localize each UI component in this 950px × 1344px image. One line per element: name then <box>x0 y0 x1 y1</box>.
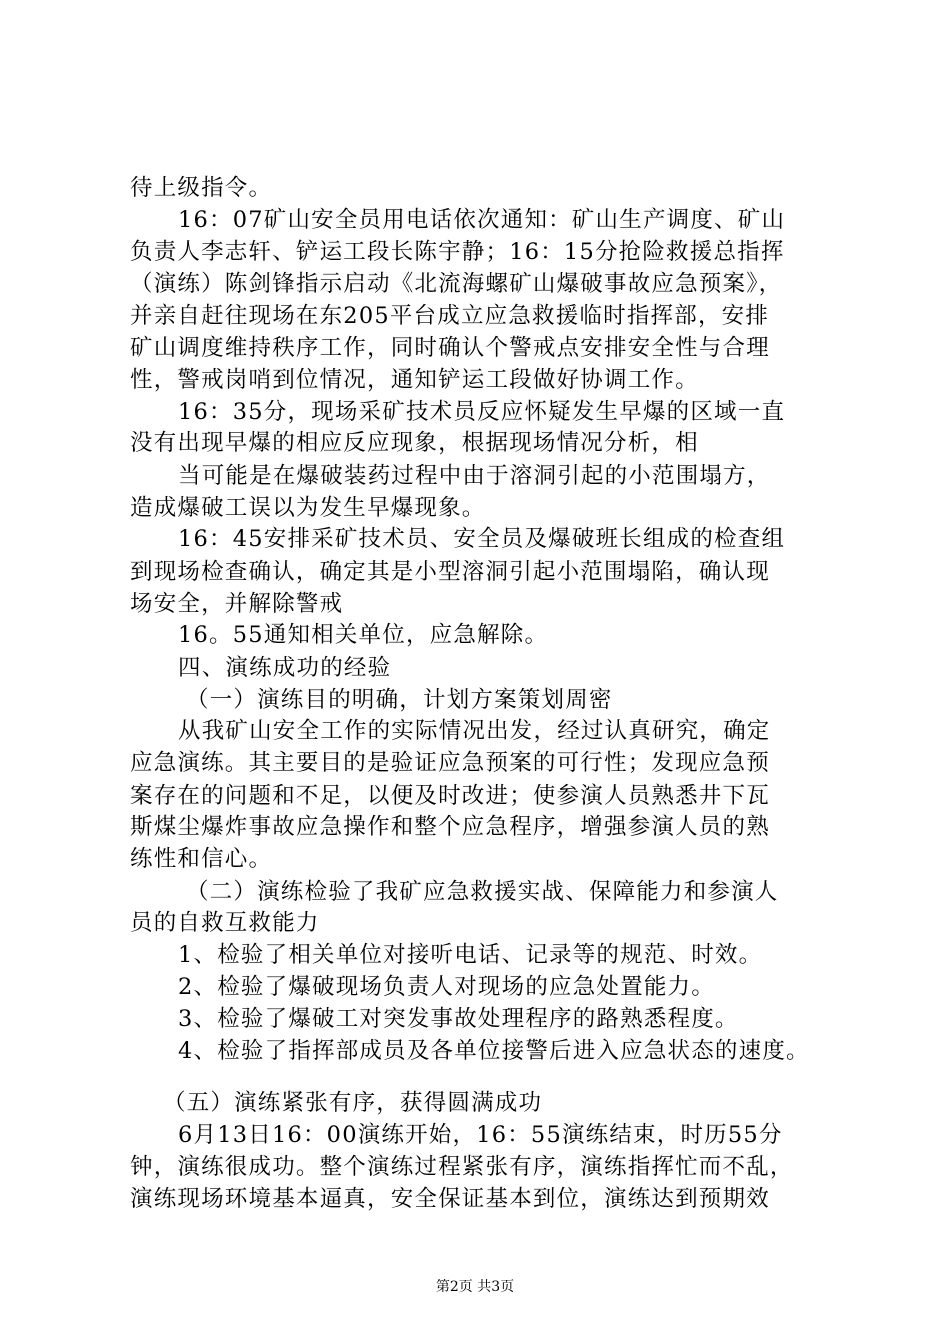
paragraph-line: 矿山调度维持秩序工作，同时确认个警戒点安排安全性与合理 <box>130 335 770 361</box>
list-item: 2、检验了爆破现场负责人对现场的应急处置能力。 <box>178 974 715 1000</box>
paragraph-line: 并亲自赶往现场在东205平台成立应急救援临时指挥部，安排 <box>130 303 770 329</box>
paragraph-line: 钟，演练很成功。整个演练过程紧张有序，演练指挥忙而不乱， <box>130 1154 794 1180</box>
paragraph-line: 到现场检查确认，确定其是小型溶洞引起小范围塌陷，确认现 <box>130 559 770 585</box>
subsection-heading: （二）演练检验了我矿应急救援实战、保障能力和参演人 <box>186 879 779 905</box>
section-heading: 四、演练成功的经验 <box>178 655 392 681</box>
subsection-heading: （五）演练紧张有序，获得圆满成功 <box>163 1090 543 1116</box>
paragraph-line: 待上级指令。 <box>130 175 273 201</box>
list-item: 1、检验了相关单位对接听电话、记录等的规范、时效。 <box>178 942 763 968</box>
paragraph-line: 造成爆破工误以为发生早爆现象。 <box>130 495 486 521</box>
paragraph-line: 没有出现早爆的相应反应现象，根据现场情况分析，相 <box>130 430 699 456</box>
paragraph-line: 应急演练。其主要目的是验证应急预案的可行性；发现应急预 <box>130 750 770 776</box>
paragraph-line: （演练）陈剑锋指示启动《北流海螺矿山爆破事故应急预案》， <box>130 271 783 297</box>
paragraph-line: 6月13日16：00演练开始，16：55演练结束，时历55分 <box>178 1122 783 1148</box>
subsection-heading: （一）演练目的明确，计划方案策划周密 <box>186 687 613 713</box>
paragraph-line: 斯煤尘爆炸事故应急操作和整个应急程序，增强参演人员的熟 <box>130 814 770 840</box>
paragraph-line: 当可能是在爆破装药过程中由于溶洞引起的小范围塌方， <box>178 463 771 489</box>
paragraph-line: 从我矿山安全工作的实际情况出发，经过认真研究，确定 <box>178 718 771 744</box>
list-item: 3、检验了爆破工对突发事故处理程序的路熟悉程度。 <box>178 1006 739 1032</box>
page-footer: 第2页 共3页 <box>435 1279 515 1295</box>
paragraph-line: 负责人李志轩、铲运工段长陈宇静；16：15分抢险救援总指挥 <box>130 239 785 265</box>
paragraph-line: 员的自救互救能力 <box>130 910 320 936</box>
paragraph-line: 16：35分，现场采矿技术员反应怀疑发生早爆的区域一直 <box>178 399 786 425</box>
paragraph-line: 16：45安排采矿技术员、安全员及爆破班长组成的检查组 <box>178 526 786 552</box>
paragraph-line: 16：07矿山安全员用电话依次通知：矿山生产调度、矿山 <box>178 207 786 233</box>
paragraph-line: 练性和信心。 <box>130 846 273 872</box>
list-item: 4、检验了指挥部成员及各单位接警后进入应急状态的速度。 <box>178 1038 810 1064</box>
paragraph-line: 场安全，并解除警戒 <box>130 591 344 617</box>
paragraph-line: 案存在的问题和不足，以便及时改进；使参演人员熟悉井下瓦 <box>130 783 770 809</box>
paragraph-line: 演练现场环境基本逼真，安全保证基本到位，演练达到预期效 <box>130 1186 770 1212</box>
paragraph-line: 16。55通知相关单位，应急解除。 <box>178 622 549 648</box>
paragraph-line: 性，警戒岗哨到位情况，通知铲运工段做好协调工作。 <box>130 367 699 393</box>
